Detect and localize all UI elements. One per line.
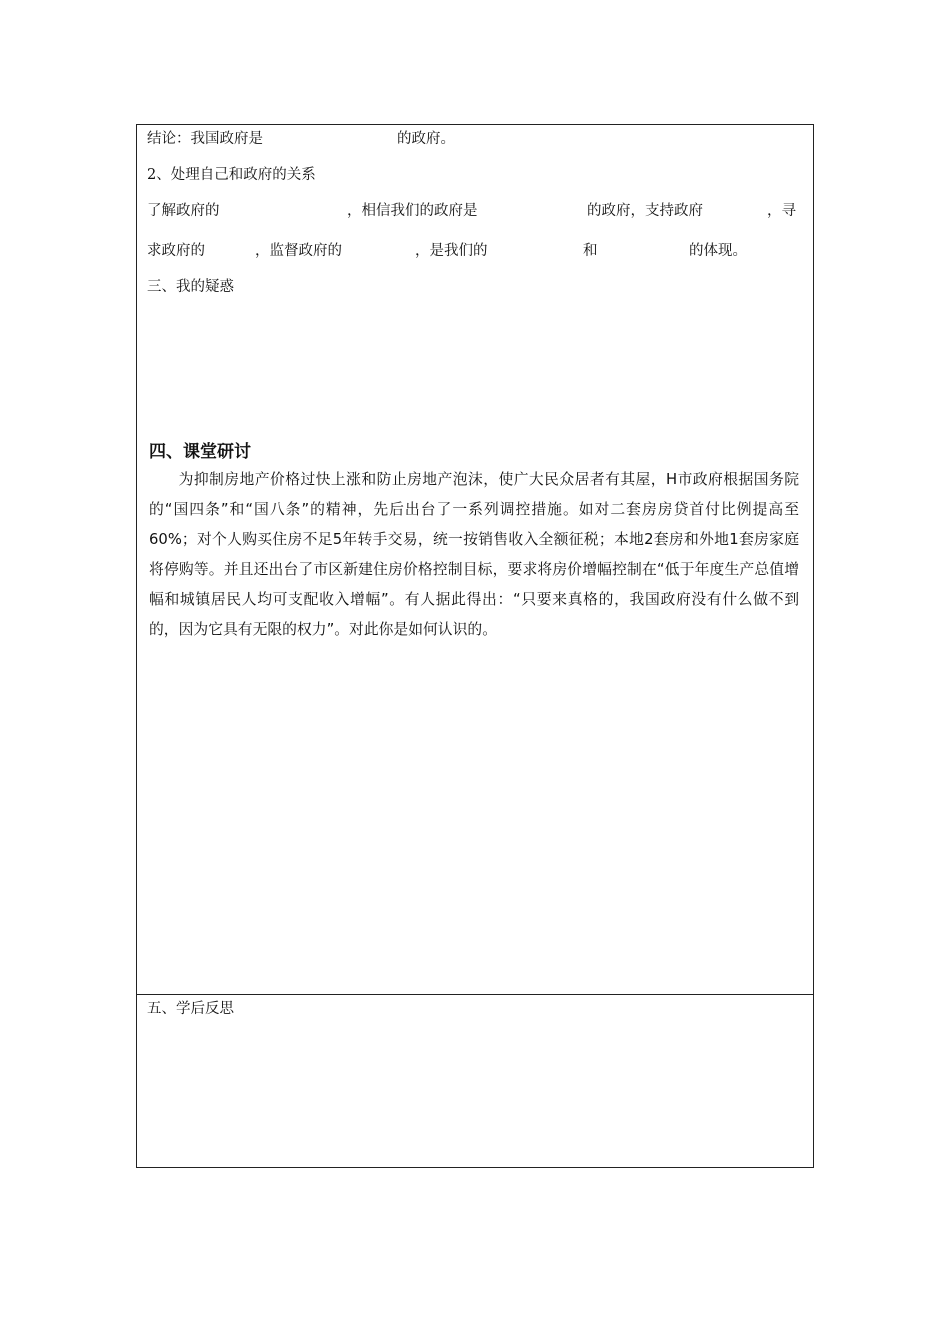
item2-line1 <box>147 201 807 221</box>
worksheet-table <box>136 124 814 1168</box>
blank-line2-seg1: 求政府的 <box>147 243 205 259</box>
section4-title: 四、课堂研讨 <box>149 442 251 462</box>
blank-line2-seg4: 和 <box>583 243 598 259</box>
blank-line2-seg2: ，监督政府的 <box>255 243 342 259</box>
blank-line1-seg3: 的政府，支持政府 <box>587 203 703 219</box>
blank-line1-seg4: ，寻 <box>767 203 796 219</box>
blank-line2-seg5: 的体现。 <box>689 243 747 259</box>
conclusion-suffix: 的政府。 <box>397 131 455 147</box>
blank-line2-seg3: ，是我们的 <box>415 243 488 259</box>
section4-paragraph-text: 为抑制房地产价格过快上涨和防止房地产泡沫，使广大民众居者有其屋，H市政府根据国务院的“国四条”和“国八条”的精神，先后出台了一系列调控措施。如对二套房房贷首付比例提高至60%；对个人购买住房不足5年转手交易，统一按销售收入全额征税；本地2套房和外地1套房家庭将停购等。并且还出台了市区新建住房价格控制目标，要求将房价增幅控制在“低于年度生产总值增幅和城镇居民人均可支配收入增幅”。有人据此得出：“只要来真格的，我国政府没有什么做不到的，因为它具有无限的权力”。对此你是如何认识的。 <box>149 471 799 638</box>
section5-title: 五、学后反思 <box>147 1001 234 1017</box>
item2-line2 <box>147 241 807 261</box>
blank-line1-seg1: 了解政府的 <box>147 203 220 219</box>
item2-title: 2、处理自己和政府的关系 <box>147 167 316 183</box>
conclusion-line <box>147 129 807 149</box>
section-divider <box>137 994 813 995</box>
section4-paragraph <box>149 465 799 645</box>
conclusion-prefix: 结论：我国政府是 <box>147 131 263 147</box>
section3-title: 三、我的疑惑 <box>147 279 234 295</box>
blank-line1-seg2: ，相信我们的政府是 <box>347 203 478 219</box>
